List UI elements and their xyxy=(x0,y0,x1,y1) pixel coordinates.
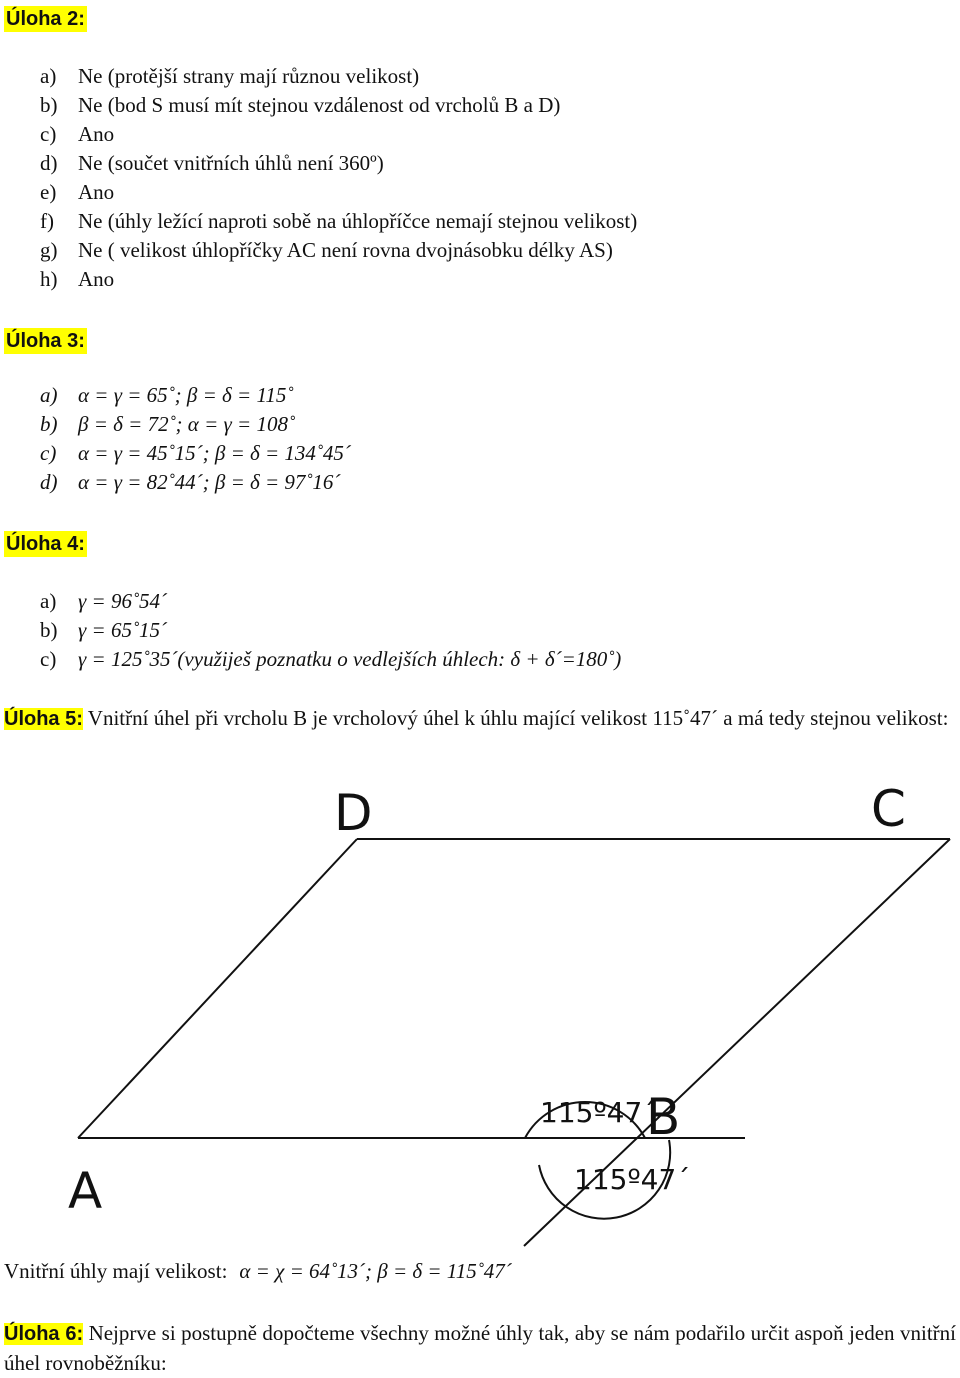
list-item: g) Ne ( velikost úhlopříčky AC není rovna dvojnásobku délky AS) xyxy=(40,238,613,262)
angle-label-bottom: 115º47´ xyxy=(574,1163,691,1196)
u6-heading: Úloha 6: xyxy=(4,1323,84,1345)
vertex-label-c: C xyxy=(871,780,906,838)
u5-paragraph xyxy=(4,704,956,734)
list-item: b) Ne (bod S musí mít stejnou vzdálenost od vrcholů B a D) xyxy=(40,93,561,117)
u5-heading: Úloha 5: xyxy=(4,708,83,730)
u3-answer-list xyxy=(40,381,351,497)
list-item: e) Ano xyxy=(40,180,115,204)
list-item: b) γ = 65˚15´ xyxy=(40,618,167,642)
u4-answer-list xyxy=(40,587,621,674)
angle-label-top: 115º47´ xyxy=(540,1096,657,1129)
result-line xyxy=(4,1256,512,1286)
list-item: a) α = γ = 65˚; β = δ = 115˚ xyxy=(40,383,294,407)
u5-text: Vnitřní úhel při vrcholu B je vrcholový úhel k úhlu mající velikost 115˚47´ a má tedy stejnou velikost: xyxy=(82,706,949,730)
list-item: d) Ne (součet vnitřních úhlů není 360º) xyxy=(40,151,384,175)
result-lead: Vnitřní úhly mají velikost: xyxy=(4,1259,228,1283)
u4-heading: Úloha 4: xyxy=(6,533,85,555)
vertex-label-b: B xyxy=(646,1088,681,1146)
parallelogram-figure xyxy=(0,770,960,1250)
u6-paragraph xyxy=(4,1319,956,1378)
side-ad xyxy=(78,839,357,1138)
list-item: c) γ = 125˚35´(využiješ poznatku o vedlejších úhlech: δ + δ´=180˚) xyxy=(40,647,622,671)
list-item: b) β = δ = 72˚; α = γ = 108˚ xyxy=(40,412,295,436)
list-item: c) Ano xyxy=(40,122,115,146)
u6-text: Nejprve si postupně dopočteme všechny možné úhly tak, aby se nám podařilo určit aspoň jeden vnitřní úhel rovnoběžníku: xyxy=(4,1321,956,1375)
u2-answer-list xyxy=(40,62,637,294)
list-item: a) Ne (protější strany mají různou velikost) xyxy=(40,64,420,88)
u2-heading: Úloha 2: xyxy=(6,8,85,30)
list-item: a) γ = 96˚54´ xyxy=(40,589,167,613)
list-item: f) Ne (úhly ležící naproti sobě na úhlopříčce nemají stejnou velikost) xyxy=(40,209,638,233)
vertex-label-d: D xyxy=(334,784,373,842)
u3-heading: Úloha 3: xyxy=(6,330,85,352)
result-formula: α = χ = 64˚13´; β = δ = 115˚47´ xyxy=(239,1259,512,1283)
vertex-label-a: A xyxy=(68,1162,103,1220)
list-item: h) Ano xyxy=(40,267,115,291)
list-item: d) α = γ = 82˚44´; β = δ = 97˚16´ xyxy=(40,470,341,494)
list-item: c) α = γ = 45˚15´; β = δ = 134˚45´ xyxy=(40,441,351,465)
